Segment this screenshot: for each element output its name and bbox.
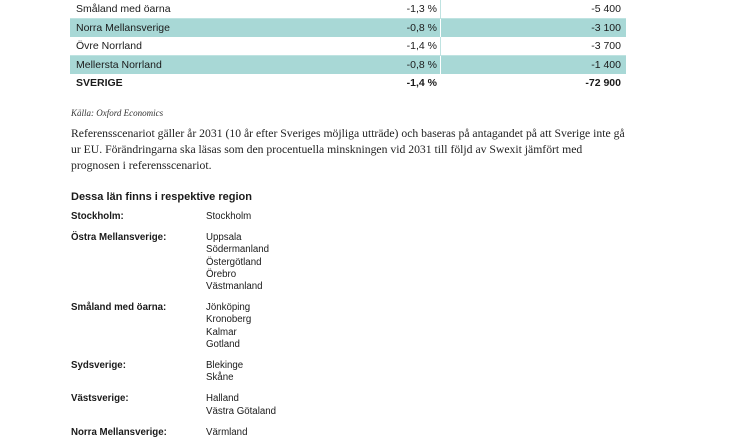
change-cell: -5 400 [591,3,621,15]
region-label: Norra Mellansverige: [71,426,167,438]
regions-heading: Dessa län finns i respektive region [71,191,252,203]
county-name: Halland [206,393,239,405]
county-name: Södermanland [206,244,270,256]
percent-cell: -0,8 % [406,59,437,71]
county-name: Skåne [206,372,234,384]
county-name: Kronoberg [206,314,252,326]
description-paragraph: Referensscenariot gäller år 2031 (10 år efter Sveriges möjliga utträde) och baseras på antagandet på att Sverige inte gå ur EU. Förändringarna ska läsas som den procentuella minskningen vid 2031 till följd av Swexit jämfört med prognosen i referensscenariot. [71,127,625,173]
county-name: Värmland [206,426,248,438]
table-row [70,0,626,19]
region-label: Östra Mellansverige: [71,232,167,244]
change-cell: -1 400 [591,59,621,71]
change-cell: -3 700 [591,40,621,52]
region-label: Västsverige: [71,393,129,405]
county-name: Västmanland [206,281,263,292]
region-cell: Småland med öarna [76,3,171,15]
county-name: Stockholm [206,211,252,222]
table-row [70,56,626,74]
table-row [70,19,626,37]
percent-cell: -1,3 % [406,3,437,15]
region-cell: SVERIGE [76,77,123,89]
county-list [206,232,269,293]
county-list [206,211,251,223]
statistics-table [70,0,626,92]
county-name: Västra Götaland [206,405,277,417]
county-name: Jönköping [206,302,251,314]
table-row [70,74,626,92]
column-divider [440,19,441,37]
county-list [206,427,247,439]
column-divider [440,0,441,18]
county-list [206,393,276,417]
county-name: Örebro [206,268,237,280]
column-divider [440,37,441,55]
region-label: Sydsverige: [71,360,126,371]
change-cell: -3 100 [591,22,621,34]
column-divider [440,74,441,92]
region-label: Småland med öarna: [71,302,167,314]
region-cell: Övre Norrland [76,40,142,52]
county-name: Blekinge [206,360,244,371]
column-divider [440,56,441,74]
source-note: Källa: Oxford Economics [71,108,164,118]
region-cell: Norra Mellansverige [76,22,170,34]
change-cell: -72 900 [585,77,621,89]
percent-cell: -0,8 % [406,22,437,34]
county-name: Uppsala [206,232,242,244]
percent-cell: -1,4 % [406,77,437,89]
percent-cell: -1,4 % [406,40,437,52]
region-cell: Mellersta Norrland [76,59,162,71]
county-name: Gotland [206,338,240,350]
table-row [70,37,626,56]
county-name: Östergötland [206,256,262,268]
county-name: Kalmar [206,326,237,338]
county-list [206,360,243,384]
county-list [206,302,251,351]
region-label: Stockholm: [71,211,124,222]
